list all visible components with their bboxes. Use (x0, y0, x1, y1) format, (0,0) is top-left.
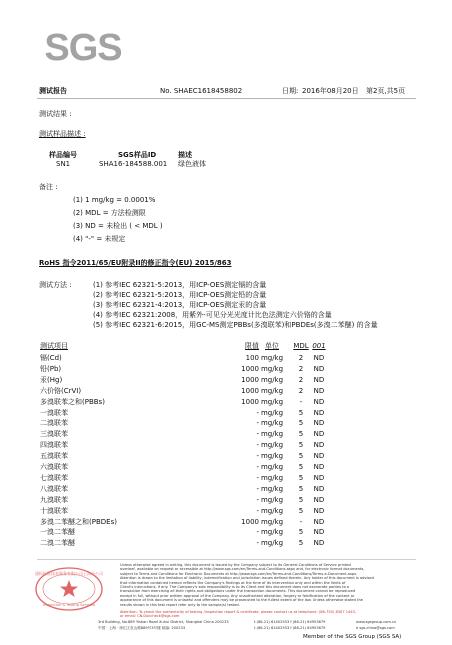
sample-desc-label: 测试样品描述 : (39, 130, 86, 138)
document-title: 测试报告 (39, 87, 67, 95)
disclaimer-line: that information contained hereon reflects the Company's findings at the time of its intervention only and within the limits of (120, 580, 346, 585)
cell-unit: mg/kg (260, 364, 284, 373)
footer-email: or email: CN.Doccheck@sgs.com (120, 614, 180, 618)
disclaimer-line: except in full, without prior written approval of the Company. Any unauthorized alteration, forgery or falsification of the content or (120, 593, 355, 598)
page-indicator: 第2页,共5页 (366, 87, 406, 95)
cell-unit: mg/kg (260, 397, 284, 406)
disclaimer-line: Client's instructions, if any. The Company's sole responsibility is to its Client and this document does not exonerate parties to a (120, 585, 350, 589)
cell-unit: mg/kg (260, 375, 284, 384)
cell-mdl: 5 (298, 484, 304, 493)
cell-mdl: 5 (298, 495, 304, 504)
cell-result: ND (313, 430, 325, 439)
cell-mdl: 5 (298, 419, 304, 428)
cell-unit: mg/kg (260, 419, 284, 428)
cell-unit: mg/kg (260, 484, 284, 493)
cell-test-item: 一溴二苯醚 (40, 528, 75, 537)
cell-mdl: 5 (298, 441, 304, 450)
cell-mdl: 2 (298, 386, 304, 395)
cell-mdl: 5 (298, 452, 304, 461)
cell-test-item: 多溴二苯醚之和(PBDEs) (40, 517, 117, 526)
col-sample-001: 001 (312, 342, 326, 350)
cell-result: ND (313, 473, 325, 482)
method-item: (3) 参考IEC 62321-4:2013，用ICP-OES测定汞的含量 (93, 301, 267, 309)
cell-test-item: 四溴联苯 (40, 441, 68, 450)
footer-phone-cn: t (86-21) 61402553 f (86-21) 64953679 (254, 626, 326, 630)
cell-test-item: 八溴联苯 (40, 484, 68, 493)
logo-text: SGS (44, 27, 122, 69)
cell-mdl: 2 (298, 375, 304, 384)
col-unit: 单位 (265, 342, 279, 350)
cell-unit: mg/kg (260, 441, 284, 450)
cell-unit: mg/kg (260, 386, 284, 395)
disclaimer-line: Attention is drawn to the limitation of liability, indemnification and jurisdiction issues defined therein. Any holder of this document is advised (120, 576, 374, 581)
cell-unit: mg/kg (260, 506, 284, 515)
disclaimer-line: overleaf, available on request or accessible at http://www.sgs.com/en/Terms-and-Conditions.aspx and, for electronic format documents, (120, 567, 365, 572)
cell-mdl: 5 (298, 408, 304, 417)
table-row (40, 527, 340, 538)
notes-label: 备注 : (39, 183, 58, 191)
table-row (40, 440, 340, 451)
cell-unit: mg/kg (260, 473, 284, 482)
cell-limit: - (256, 473, 259, 482)
cell-limit: - (256, 419, 259, 428)
cell-unit: mg/kg (260, 354, 284, 362)
cell-result: ND (313, 539, 325, 548)
cell-test-item: 六溴联苯 (40, 463, 68, 471)
sgs-logo (44, 20, 122, 76)
table-row (40, 375, 340, 386)
cell-test-item: 一溴联苯 (40, 408, 68, 417)
cell-unit: mg/kg (260, 495, 284, 504)
cell-limit: - (256, 430, 259, 439)
cell-mdl: 5 (298, 430, 304, 439)
cell-test-item: 多溴联苯之和(PBBs) (40, 397, 105, 406)
stamp-text: 通标标准技术服务有限公司上海分公司 (35, 571, 103, 576)
cell-result: ND (313, 375, 325, 384)
cell-mdl: 2 (298, 364, 304, 373)
cell-limit: 1000 (241, 375, 259, 384)
table-row (40, 364, 340, 375)
table-row (40, 386, 340, 397)
disclaimer-line: transaction from exercising all their rights and obligations under the transaction documents. This document cannot be reproduced (120, 589, 356, 594)
cell-result: ND (313, 517, 325, 526)
sample-col-number: 样品编号 (49, 151, 77, 159)
cell-limit: - (256, 528, 259, 537)
col-limit: 限值 (245, 342, 259, 350)
header-divider (37, 98, 416, 99)
note-item: (3) ND = 未检出 ( < MDL ) (73, 222, 163, 230)
cell-mdl: 2 (298, 354, 304, 362)
results-table-header (40, 341, 340, 352)
cell-test-item: 铅(Pb) (40, 364, 62, 373)
cell-unit: mg/kg (260, 452, 284, 461)
report-date: 2016年08月20日 (302, 87, 359, 95)
cell-test-item: 二溴二苯醚 (40, 539, 75, 548)
cell-test-item: 二溴联苯 (40, 419, 68, 428)
table-row (40, 418, 340, 429)
cell-limit: - (256, 441, 259, 450)
note-item: (4) "-" = 未规定 (73, 235, 126, 243)
sample-sgs-id: SHA16-184588.001 (99, 160, 168, 168)
cell-limit: - (256, 484, 259, 493)
table-row (40, 484, 340, 495)
company-seal (34, 566, 104, 612)
cell-mdl: 5 (298, 473, 304, 482)
table-row (40, 517, 340, 528)
cell-result: ND (313, 484, 325, 493)
cell-test-item: 十溴联苯 (40, 506, 68, 515)
rohs-title: RoHS 指令2011/65/EU附录II的修正指令(EU) 2015/863 (39, 259, 232, 267)
date-label: 日期: (282, 87, 299, 95)
cell-test-item: 七溴联苯 (40, 473, 68, 482)
table-row (40, 495, 340, 506)
cell-test-item: 镉(Cd) (40, 354, 62, 362)
table-row (40, 538, 340, 549)
table-row (40, 353, 340, 364)
report-number: No. SHAEC1618458802 (160, 87, 243, 95)
cell-mdl: - (299, 517, 303, 526)
cell-unit: mg/kg (260, 528, 284, 537)
cell-test-item: 五溴联苯 (40, 452, 68, 461)
cell-limit: - (256, 506, 259, 515)
table-row (40, 451, 340, 462)
cell-unit: mg/kg (260, 539, 284, 548)
cell-limit: 1000 (241, 397, 259, 406)
methods-label: 测试方法 : (39, 281, 72, 289)
cell-mdl: - (299, 397, 303, 406)
footer-address-en: 3rd Building, No.889 Yishan Road Xuhui District, Shanghai China 200233 (98, 620, 229, 624)
table-row (40, 397, 340, 408)
cell-mdl: 5 (298, 528, 304, 537)
sample-col-sgs-id: SGS样品ID (118, 151, 157, 159)
table-row (40, 429, 340, 440)
sample-col-description: 描述 (178, 151, 192, 159)
disclaimer-line: appearance of this document is unlawful and offenders may be prosecuted to the fullest extent of the law. Unless otherwise stated the (120, 598, 363, 603)
cell-test-item: 九溴联苯 (40, 495, 68, 504)
cell-limit: 1000 (241, 364, 259, 373)
cell-test-item: 六价铬(CrVI) (40, 386, 82, 395)
note-item: (2) MDL = 方法检测限 (73, 209, 146, 217)
note-item: (1) 1 mg/kg = 0.0001% (73, 196, 156, 204)
cell-limit: - (256, 408, 259, 417)
cell-unit: mg/kg (260, 430, 284, 439)
footer-phone-en: t (86-21) 61402553 f (86-21) 64953679 (254, 620, 326, 624)
footer-email-contact[interactable]: e sgs.china@sgs.com (356, 626, 395, 630)
col-test-item: 测试项目 (40, 342, 68, 350)
cell-result: ND (313, 408, 325, 417)
cell-result: ND (313, 364, 325, 373)
table-row (40, 473, 340, 484)
footer-attention: Attention: To check the authenticity of testing /inspection report & certificate, please contact us at telephone: (86-755) 8307 1443, (120, 610, 357, 614)
cell-limit: - (256, 463, 259, 471)
cell-limit: - (256, 452, 259, 461)
cell-mdl: 5 (298, 506, 304, 515)
method-item: (4) 参考IEC 62321:2008，用紫外-可见分光光度计比色法测定六价铬的含量 (93, 311, 332, 319)
cell-result: ND (313, 354, 325, 362)
cell-result: ND (313, 386, 325, 395)
stamp-subtext: Inspection & Testing Services (42, 603, 96, 607)
cell-limit: - (256, 495, 259, 504)
cell-mdl: 5 (298, 539, 304, 548)
footer-website[interactable]: www.sgsgroup.com.cn (356, 620, 397, 624)
cell-mdl: 5 (298, 463, 304, 471)
cell-limit: 100 (245, 354, 259, 362)
cell-result: ND (313, 506, 325, 515)
cell-result: ND (313, 397, 325, 406)
disclaimer-line: Unless otherwise agreed in writing, this document is issued by the Company subject to its General Conditions of Service printed (120, 563, 351, 567)
col-mdl: MDL (293, 342, 309, 350)
cell-test-item: 三溴联苯 (40, 430, 68, 439)
table-row (40, 506, 340, 517)
cell-limit: - (256, 539, 259, 548)
cell-unit: mg/kg (260, 408, 284, 417)
cell-limit: 1000 (241, 517, 259, 526)
cell-test-item: 汞(Hg) (40, 375, 63, 384)
table-row (40, 408, 340, 419)
method-item: (1) 参考IEC 62321-5:2013，用ICP-OES测定镉的含量 (93, 281, 267, 289)
cell-result: ND (313, 495, 325, 504)
footer-address-cn: 中国 · 上海 · 徐汇区宜山路889号3号楼 邮编: 200233 (98, 626, 186, 630)
cell-result: ND (313, 463, 325, 471)
method-item: (2) 参考IEC 62321-5:2013，用ICP-OES测定铅的含量 (93, 291, 267, 299)
cell-unit: mg/kg (260, 517, 284, 526)
disclaimer-line: results shown in this test report refer only to the sample(s) tested. (120, 602, 240, 607)
sample-number: SN1 (56, 160, 71, 168)
cell-result: ND (313, 528, 325, 537)
cell-result: ND (313, 441, 325, 450)
sample-description: 绿色液体 (178, 160, 206, 168)
results-label: 测试结果 : (39, 110, 72, 118)
footer-divider (37, 559, 416, 560)
cell-unit: mg/kg (260, 463, 284, 471)
group-member-line: Member of the SGS Group (SGS SA) (303, 634, 402, 640)
disclaimer-line: subject to Terms and Conditions for Electronic Documents at http://www.sgs.com/en/Terms-and-Conditions/Terms-e-Document.aspx. (120, 571, 358, 576)
method-item: (5) 参考IEC 62321-6:2015，用GC-MS测定PBBs(多溴联苯)和PBDEs(多溴二苯醚) 的含量 (93, 321, 378, 329)
cell-result: ND (313, 452, 325, 461)
cell-limit: 1000 (241, 386, 259, 395)
cell-result: ND (313, 419, 325, 428)
table-row (40, 462, 340, 473)
